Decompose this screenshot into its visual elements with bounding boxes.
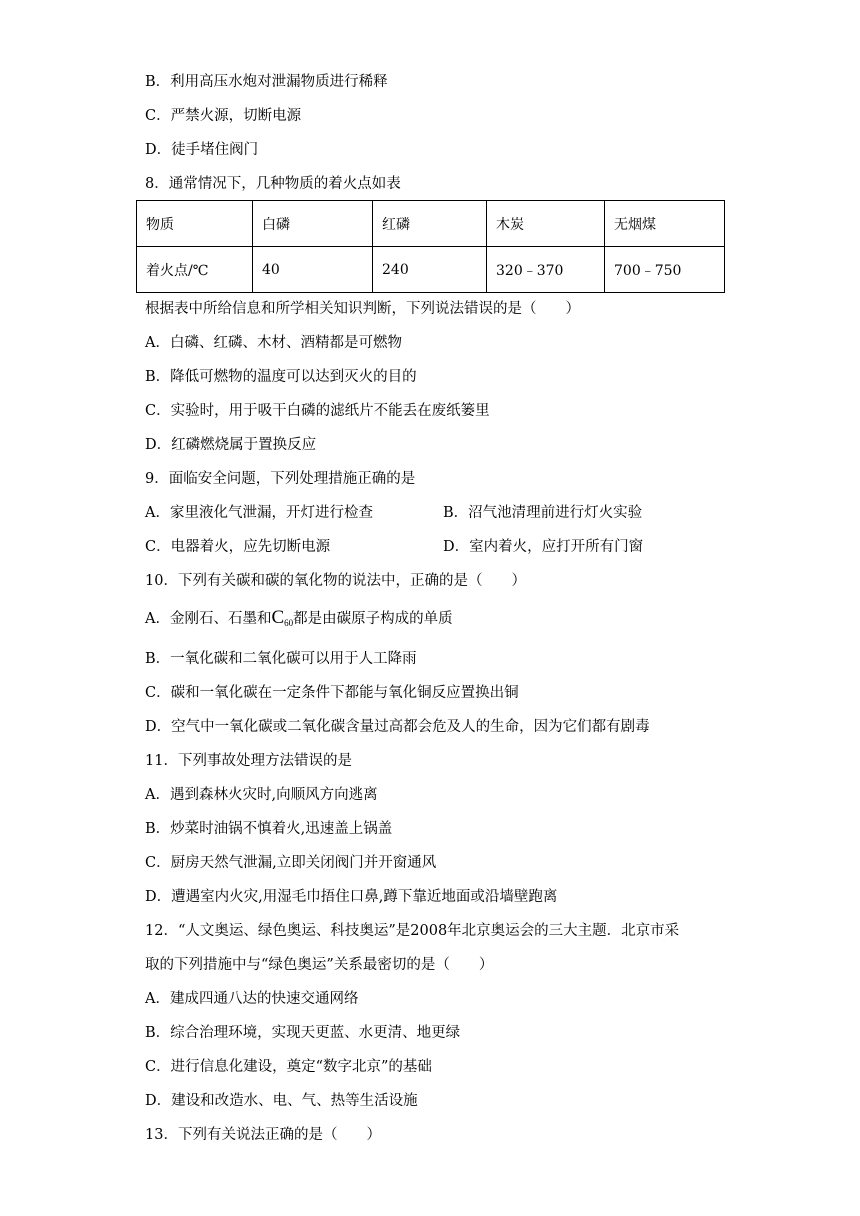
q10-option-b: B．一氧化碳和二氧化碳可以用于人工降雨 [145,651,417,667]
c60-subscript: 60 [284,618,294,628]
table-cell: 320﹣370 [487,247,605,293]
table-cell: 红磷 [373,201,487,247]
q12-stem-line2: 取的下列措施中与“绿色奥运”关系最密切的是（ ） [145,957,494,973]
q12-option-c: C．进行信息化建设，奠定“数字北京”的基础 [145,1059,432,1075]
q8-option-b: B．降低可燃物的温度可以达到灭火的目的 [145,369,417,385]
table-cell: 40 [253,247,373,293]
q8-question: 根据表中所给信息和所学相关知识判断，下列说法错误的是（ ） [145,301,580,317]
q7-option-d: D．徒手堵住阀门 [145,142,259,158]
q11-option-d: D．遭遇室内火灾,用湿毛巾捂住口鼻,蹲下靠近地面或沿墙壁跑离 [145,889,558,905]
q9-option-d: D．室内着火，应打开所有门窗 [443,539,644,555]
table-row [137,247,725,293]
table-cell: 无烟煤 [605,201,725,247]
q9-stem: 9．面临安全问题，下列处理措施正确的是 [145,471,416,487]
q12-option-a: A．建成四通八达的快速交通网络 [145,991,359,1007]
q7-option-b: B．利用高压水炮对泄漏物质进行稀释 [145,74,388,90]
q11-option-a: A．遇到森林火灾时,向顺风方向逃离 [145,787,378,803]
q10-option-d: D．空气中一氧化碳或二氧化碳含量过高都会危及人的生命，因为它们都有剧毒 [145,719,650,735]
q10-option-a [145,608,453,633]
c60-formula [271,607,293,628]
q8-option-a: A．白磷、红磷、木材、酒精都是可燃物 [145,335,402,351]
q10-option-a-suffix: 都是由碳原子构成的单质 [293,611,453,627]
table-cell: 白磷 [253,201,373,247]
q9-option-c: C．电器着火，应先切断电源 [145,539,331,555]
table-cell: 物质 [137,201,253,247]
q12-option-b: B．综合治理环境，实现天更蓝、水更清、地更绿 [145,1025,461,1041]
q10-option-a-prefix: A．金刚石、石墨和 [145,611,272,627]
q8-stem: 8．通常情况下，几种物质的着火点如表 [145,176,401,192]
q12-option-d: D．建设和改造水、电、气、热等生活设施 [145,1093,418,1109]
ignition-point-table [136,200,725,293]
q7-option-c: C．严禁火源，切断电源 [145,108,302,124]
q9-option-b: B．沼气池清理前进行灯火实验 [443,505,643,521]
table-cell: 木炭 [487,201,605,247]
c60-symbol: C [271,607,285,628]
q9-option-a: A．家里液化气泄漏，开灯进行检查 [145,505,373,521]
q10-stem: 10．下列有关碳和碳的氧化物的说法中，正确的是（ ） [145,573,526,589]
table-cell: 着火点/℃ [137,247,253,293]
q11-stem: 11．下列事故处理方法错误的是 [145,753,352,769]
table-row [137,201,725,247]
q8-option-d: D．红磷燃烧属于置换反应 [145,437,317,453]
table-cell: 700﹣750 [605,247,725,293]
q11-option-c: C．厨房天然气泄漏,立即关闭阀门并开窗通风 [145,855,437,871]
q12-stem-line1: 12．“人文奥运、绿色奥运、科技奥运”是2008年北京奥运会的三大主题．北京市采 [145,923,680,939]
q11-option-b: B．炒菜时油锅不慎着火,迅速盖上锅盖 [145,821,393,837]
table-cell: 240 [373,247,487,293]
q8-option-c: C．实验时，用于吸干白磷的滤纸片不能丢在废纸篓里 [145,403,490,419]
q13-stem: 13．下列有关说法正确的是（ ） [145,1127,381,1143]
q10-option-c: C．碳和一氧化碳在一定条件下都能与氧化铜反应置换出铜 [145,685,519,701]
